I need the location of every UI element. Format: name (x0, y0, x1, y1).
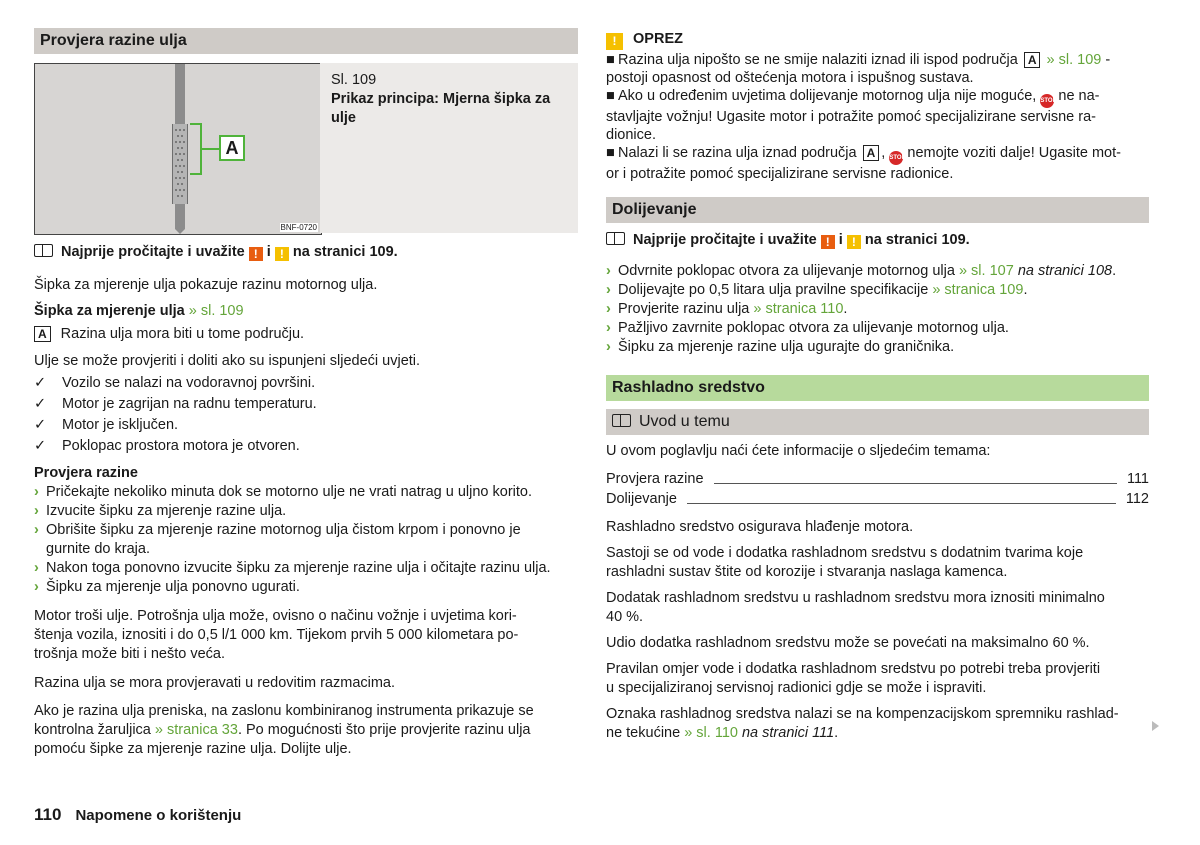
paragraph: Dodatak rashladnom sredstvu u rashladnom sredstvu mora iznositi minimalno 40 %. (606, 590, 1105, 625)
page-link[interactable]: » stranica 110 (753, 301, 844, 317)
figure-link[interactable]: » sl. 109 (1046, 52, 1102, 68)
paragraph: Pravilan omjer vode i dodatka rashladnom sredstvu po potrebi treba provjeriti u specijaliziranoj servisnoj radionici gdje se može i ispraviti. (606, 661, 1101, 696)
warning-icon: ! (606, 33, 623, 50)
conditions-intro: Ulje se može provjeriti i doliti ako su ispunjeni sljedeći uvjeti. (34, 353, 421, 369)
step-item: › Nakon toga ponovno izvucite šipku za mjerenje razine ulja i očitajte razinu ulja. (34, 560, 551, 576)
warning-icon: ! (275, 247, 289, 261)
caution-heading: ! OPREZ (606, 30, 1149, 50)
list-item: ✓ Poklopac prostora motora je otvoren. (34, 438, 300, 454)
caution-body: ■ Razina ulja nipošto se ne smije nalaziti iznad ili ispod područja A » sl. 109 - postoji opasnost od oštećenja motora i ispušnog sustava. ■ Ako u određenim uvjetima dolijevanje motornog ulja nije moguće, STOP ne na- stavljajte vožnju! Ugasite motor i potražite pomoć specijalizirane servisne ra- dionice. ■ Nalazi li se razina ulja iznad područja A , STOP nemojte voziti dalje! Ugasite mot- or i potražite pomoć specijalizirane servisne radionice. (606, 51, 1149, 183)
figure-label-a: A (225, 138, 239, 158)
read-first-note: Najprije pročitajte i uvažite ! i ! na stranici 109. (606, 231, 1149, 250)
step-item: › Šipku za mjerenje razine ulja ugurajte do graničnika. (606, 339, 955, 355)
figure-number: Sl. 109 (331, 72, 377, 88)
list-item: ✓ Motor je zagrijan na radnu temperaturu. (34, 396, 317, 412)
dipstick-illustration (35, 64, 321, 234)
intro-text: Šipka za mjerenje ulja pokazuje razinu motornog ulja. (34, 277, 378, 293)
figure-image (34, 63, 322, 235)
read-first-note: Najprije pročitajte i uvažite ! i ! na stranici 109. (34, 243, 578, 262)
check-steps (34, 483, 578, 597)
figure-link[interactable]: » sl. 109 (188, 303, 244, 319)
toc-entry[interactable]: Provjera razine 111 (606, 471, 1149, 487)
list-item: ✓ Vozilo se nalazi na vodoravnoj površini. (34, 375, 316, 391)
figure-code: BNF-0720 (280, 223, 317, 232)
caution-item: ■ Razina ulja nipošto se ne smije nalaziti iznad ili ispod područja A » sl. 109 - (606, 52, 1111, 68)
book-icon (606, 232, 625, 245)
step-item: › Dolijevajte po 0,5 litara ulja pravilne specifikacije » stranica 109. (606, 282, 1028, 298)
conditions-list (34, 373, 578, 457)
stop-icon: STOP (1040, 94, 1054, 108)
figure-link[interactable]: » sl. 110 (684, 725, 738, 741)
step-item: › Pažljivo zavrnite poklopac otvora za ulijevanje motornog ulja. (606, 320, 1009, 336)
paragraph: Rashladno sredstvo osigurava hlađenje motora. (606, 519, 914, 535)
warning-icon: ! (847, 235, 861, 249)
step-item: › Obrišite šipku za mjerenje razine motornog ulja čistom krpom i ponovno je gurnite do kraja. (34, 522, 521, 557)
paragraph-consumption: Motor troši ulje. Potrošnja ulja može, ovisno o načinu vožnje i uvjetima kori- štenja vozila, iznositi i do 0,5 l/1 000 km. Tijekom prvih 5 000 kilometara po- trošnja može biti i nešto veća. (34, 608, 519, 662)
footer-title: Napomene o korištenju (75, 807, 242, 824)
section-heading-refill: Dolijevanje (606, 197, 1149, 223)
list-item: ✓ Motor je isključen. (34, 417, 179, 433)
toc-entry[interactable]: Dolijevanje 112 (606, 491, 1149, 507)
warning-icon: ! (821, 235, 835, 249)
book-icon (34, 244, 53, 257)
paragraph: Udio dodatka rashladnom sredstvu može se povećati na maksimalno 60 %. (606, 635, 1090, 651)
book-icon (612, 414, 631, 427)
caution-item: ■ Nalazi li se razina ulja iznad područja A , STOP nemojte voziti dalje! Ugasite mot- (606, 144, 1149, 165)
paragraph: Oznaka rashladnog sredstva nalazi se na kompenzacijskom spremniku rashlad- ne tekućine » sl. 110 na stranici 111. (606, 706, 1119, 741)
warning-icon: ! (249, 247, 263, 261)
figure-block (34, 63, 578, 237)
figure-caption (320, 63, 578, 233)
left-column (34, 28, 578, 759)
figure-title: Prikaz principa: Mjerna šipka za ulje (331, 91, 551, 126)
paragraph-intervals: Razina ulja se mora provjeravati u redovitim razmacima. (34, 675, 396, 691)
page-number: 110 (34, 805, 62, 824)
section-heading-coolant: Rashladno sredstvo (606, 375, 1149, 401)
subsection-heading-intro: Uvod u temu (606, 409, 1149, 435)
stop-icon: STOP (889, 151, 903, 165)
legend-a: A Razina ulja mora biti u tome području. (34, 325, 578, 344)
continue-arrow-icon (1152, 721, 1159, 731)
intro-text: U ovom poglavlju naći ćete informacije o sljedećim temama: (606, 443, 991, 459)
page-footer (34, 805, 241, 825)
right-column (606, 30, 1149, 743)
step-item: › Odvrnite poklopac otvora za ulijevanje motornog ulja » sl. 107 na stranici 108. (606, 263, 1117, 279)
dipstick-subtitle: Šipka za mjerenje ulja » sl. 109 (34, 303, 244, 319)
section-heading-oil-check: Provjera razine ulja (34, 28, 578, 54)
refill-steps (606, 262, 1149, 357)
page-link[interactable]: » stranica 109 (932, 282, 1024, 298)
topic-list (606, 470, 1149, 509)
step-item: › Šipku za mjerenje ulja ponovno ugurati. (34, 579, 300, 595)
step-item: › Pričekajte nekoliko minuta dok se motorno ulje ne vrati natrag u uljno korito. (34, 484, 533, 500)
page-link[interactable]: » stranica 33 (154, 722, 238, 738)
check-subtitle: Provjera razine (34, 465, 138, 481)
paragraph-low-level: Ako je razina ulja preniska, na zaslonu kombiniranog instrumenta prikazuje se kontrolna žaruljica » stranica 33. Po mogućnosti što prije provjerite razinu ulja pomoću šipke za mjerenje razine ulja. Dolijte ulje. (34, 703, 534, 757)
step-item: › Izvucite šipku za mjerenje razine ulja. (34, 503, 287, 519)
step-item: › Provjerite razinu ulja » stranica 110. (606, 301, 848, 317)
paragraph: Sastoji se od vode i dodatka rashladnom sredstvu s dodatnim tvarima koje rashladni sustav štite od korozije i stvaranja naslaga kamenca. (606, 545, 1084, 580)
caution-item: ■ Ako u određenim uvjetima dolijevanje motornog ulja nije moguće, STOP ne na- (606, 87, 1149, 108)
figure-link[interactable]: » sl. 107 (958, 263, 1014, 279)
